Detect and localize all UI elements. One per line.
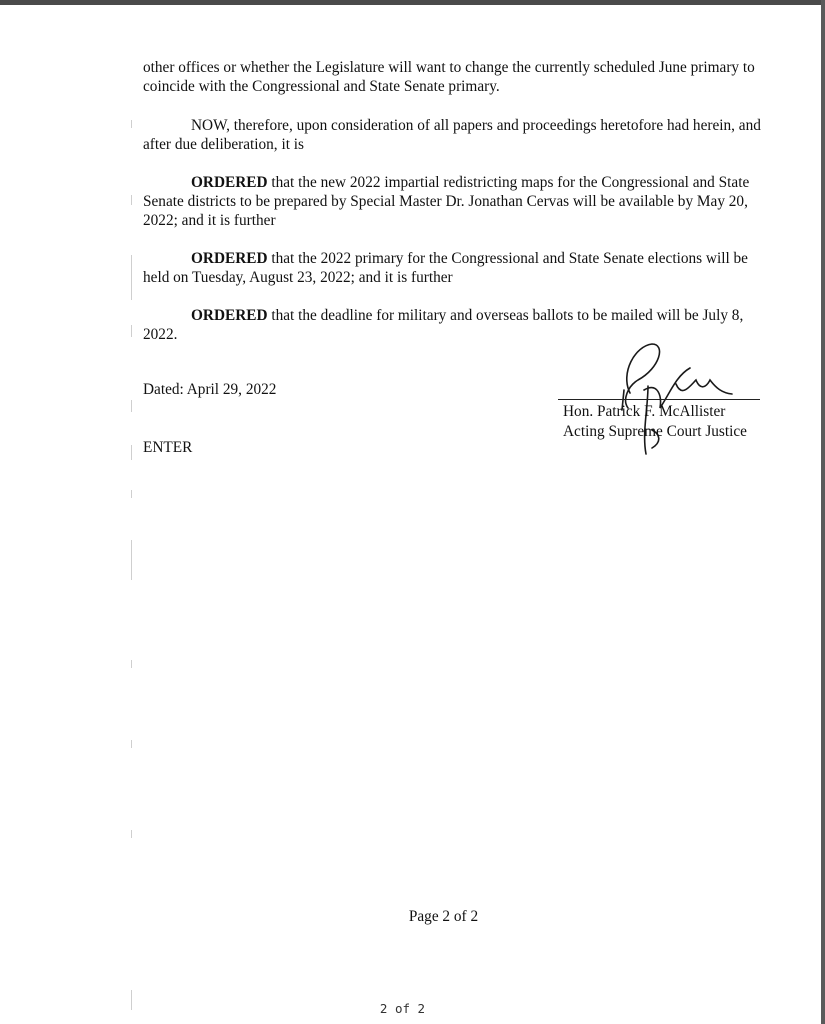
margin-artifact [131, 490, 132, 498]
margin-artifact [131, 740, 132, 748]
margin-artifact [131, 400, 132, 412]
margin-artifact [131, 660, 132, 668]
signature-line [558, 399, 760, 400]
viewer-page-indicator: 2 of 2 [379, 1001, 426, 1016]
paragraph-ordered-ballots: ORDERED that the deadline for military and overseas ballots to be mailed will be July 8, 2022. [143, 307, 744, 343]
margin-artifact [131, 830, 132, 838]
paragraph-now-therefore: NOW, therefore, upon consideration of all papers and proceedings heretofore had herein, and after due deliberation, it is [143, 117, 761, 153]
judge-title: Acting Supreme Court Justice [563, 423, 747, 440]
judge-name: Hon. Patrick F. McAllister [563, 403, 726, 420]
margin-artifact [131, 195, 132, 205]
margin-artifact [131, 540, 132, 580]
signature-block [563, 402, 747, 442]
margin-artifact [131, 255, 132, 300]
enter-label: ENTER [143, 439, 193, 456]
page-number-footer: Page 2 of 2 [408, 908, 479, 925]
margin-artifact [131, 325, 132, 337]
window-top-border [0, 0, 825, 5]
margin-artifact [131, 445, 132, 460]
dated-line: Dated: April 29, 2022 [143, 381, 277, 398]
paragraph-ordered-maps: ORDERED that the new 2022 impartial redistricting maps for the Congressional and State Senate districts to be prepared by Special Master Dr. Jonathan Cervas will be available by May 20, 2022; and it is further [143, 174, 750, 229]
paragraph-continuation: other offices or whether the Legislature will want to change the currently scheduled June primary to coincide with the Congressional and State Senate primary. [143, 59, 755, 95]
margin-artifact [131, 120, 132, 128]
scrollbar-edge[interactable] [821, 0, 825, 1024]
paragraph-ordered-primary: ORDERED that the 2022 primary for the Congressional and State Senate elections will be held on Tuesday, August 23, 2022; and it is further [143, 250, 748, 286]
